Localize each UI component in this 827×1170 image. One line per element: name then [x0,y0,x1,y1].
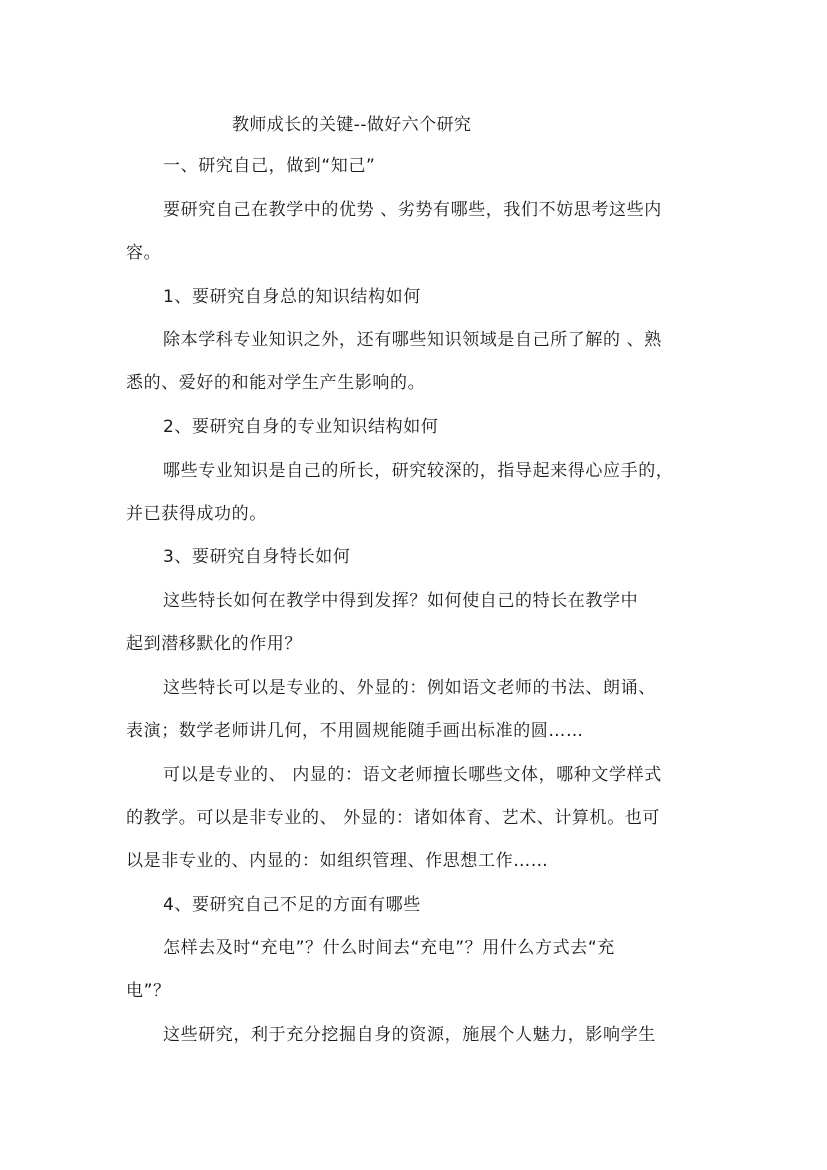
paragraph-line: 以是非专业的、内显的：如组织管理、作思想工作…… [126,851,549,871]
paragraph-line: 要研究自己在教学中的优势 、劣势有哪些，我们不妨思考这些内 [163,200,662,220]
paragraph-line: 的教学。可以是非专业的、 外显的：诸如体育、艺术、计算机。也可 [126,808,661,828]
paragraph-line: 电”？ [126,981,171,1001]
paragraph-line: 这些特长可以是专业的、外显的：例如语文老师的书法、朗诵、 [163,678,656,698]
subsection-heading: 2、要研究自身的专业知识结构如何 [163,417,439,437]
paragraph-line: 哪些专业知识是自己的所长，研究较深的，指导起来得心应手的， [163,461,674,481]
paragraph-line: 并已获得成功的。 [126,504,267,524]
paragraph-line: 这些研究，利于充分挖掘自身的资源，施展个人魅力，影响学生 [163,1025,656,1045]
subsection-heading: 1、要研究自身总的知识结构如何 [163,287,421,307]
paragraph-line: 容。 [126,243,162,263]
paragraph-line: 悉的、爱好的和能对学生产生影响的。 [126,373,426,393]
paragraph-line: 可以是专业的、 内显的：语文老师擅长哪些文体，哪种文学样式 [163,765,662,785]
paragraph-line: 表演；数学老师讲几何，不用圆规能随手画出标准的圆…… [126,721,584,741]
paragraph-line: 起到潜移默化的作用？ [126,634,302,654]
paragraph-line: 除本学科专业知识之外，还有哪些知识领域是自己所了解的 、熟 [163,330,662,350]
subsection-heading: 4、要研究自己不足的方面有哪些 [163,895,421,915]
paragraph-line: 怎样去及时“充电”？什么时间去“充电”？用什么方式去“充 [163,938,615,958]
paragraph-line: 这些特长如何在教学中得到发挥？如何使自己的特长在教学中 [163,591,639,611]
section-heading: 一、研究自己，做到“知己” [163,156,376,176]
subsection-heading: 3、要研究自身特长如何 [163,547,351,567]
document-title: 教师成长的关键--做好六个研究 [232,115,472,135]
